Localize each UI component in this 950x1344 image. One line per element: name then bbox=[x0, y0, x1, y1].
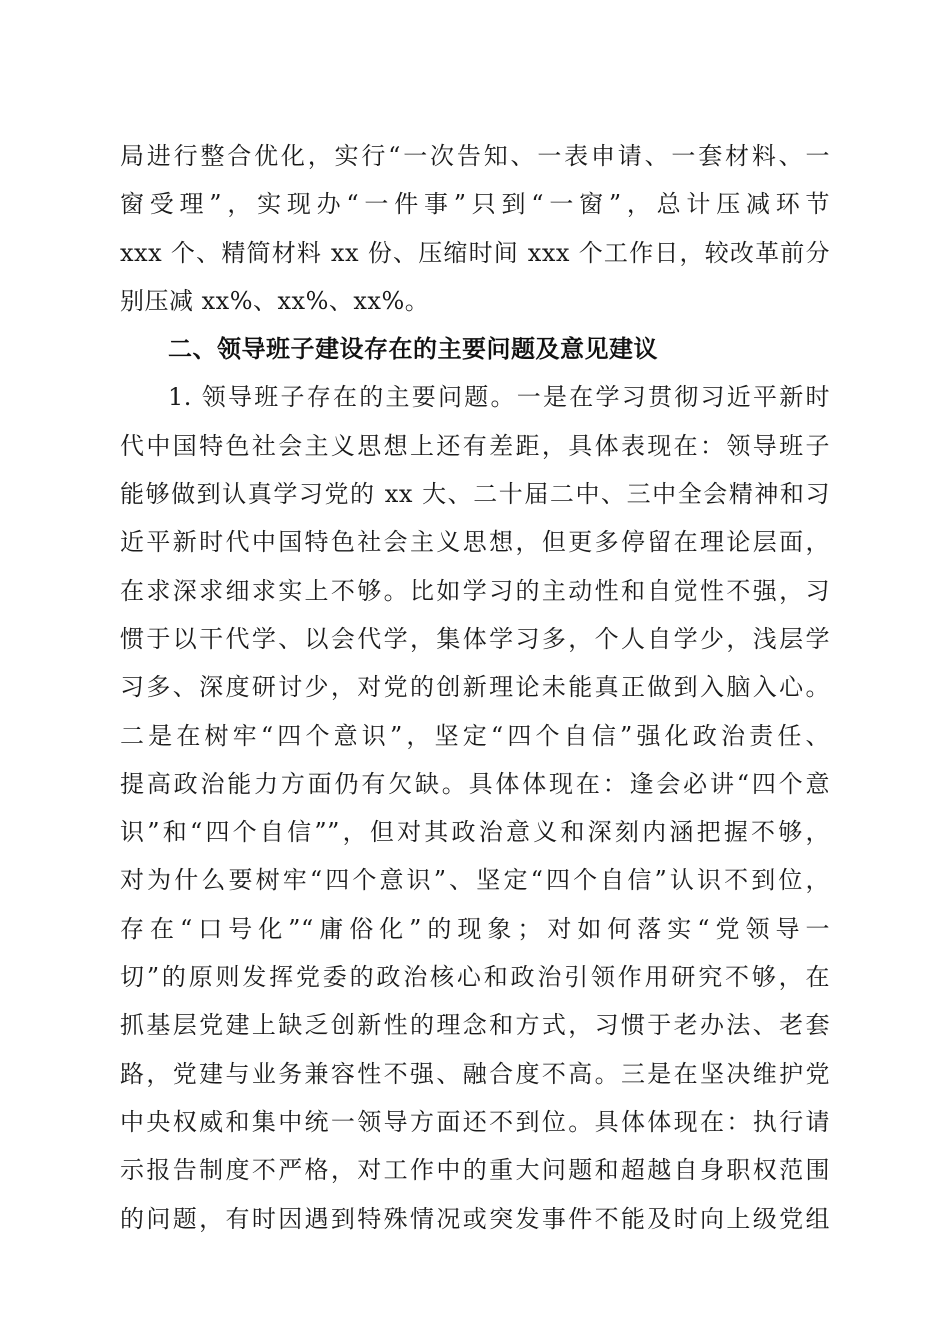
paragraph-2-line-7: 习多、深度研讨少，对党的创新理论未能真正做到入脑入心。 bbox=[120, 673, 830, 702]
paragraph-2-line-8: 二是在树牢“四个意识”，坚定“四个自信”强化政治责任、 bbox=[120, 721, 830, 750]
paragraph-2-line-5: 在求深求细求实上不够。比如学习的主动性和自觉性不强，习 bbox=[120, 576, 830, 605]
paragraph-2-line-14: 抓基层党建上缺乏创新性的理念和方式，习惯于老办法、老套 bbox=[120, 1011, 830, 1040]
paragraph-2-line-1: 1. 领导班子存在的主要问题。一是在学习贯彻习近平新时 bbox=[168, 383, 830, 412]
paragraph-2-line-3: 能够做到认真学习党的 xx 大、二十届二中、三中全会精神和习 bbox=[120, 480, 830, 509]
paragraph-2-line-13: 切”的原则发挥党委的政治核心和政治引领作用研究不够，在 bbox=[120, 963, 830, 992]
paragraph-2-line-15: 路，党建与业务兼容性不强、融合度不高。三是在坚决维护党 bbox=[120, 1059, 830, 1088]
paragraph-2-line-6: 惯于以干代学、以会代学，集体学习多，个人自学少，浅层学 bbox=[120, 624, 830, 653]
document-body bbox=[120, 132, 830, 1243]
paragraph-1-line-2: 窗受理”，实现办“一件事”只到“一窗”，总计压减环节 bbox=[120, 190, 830, 219]
paragraph-2-line-12: 存在“口号化”“庸俗化”的现象；对如何落实“党领导一 bbox=[120, 914, 830, 943]
paragraph-1-line-1: 局进行整合优化，实行“一次告知、一表申请、一套材料、一 bbox=[120, 142, 830, 170]
paragraph-2-line-18: 的问题，有时因遇到特殊情况或突发事件不能及时向上级党组 bbox=[120, 1204, 830, 1233]
paragraph-2-line-10: 识”和“四个自信””，但对其政治意义和深刻内涵把握不够， bbox=[120, 818, 830, 847]
paragraph-2-line-17: 示报告制度不严格，对工作中的重大问题和超越自身职权范围 bbox=[120, 1156, 830, 1185]
section-heading: 二、领导班子建设存在的主要问题及意见建议 bbox=[168, 335, 658, 364]
paragraph-2-line-16: 中央权威和集中统一领导方面还不到位。具体体现在：执行请 bbox=[120, 1107, 830, 1136]
paragraph-2-line-9: 提高政治能力方面仍有欠缺。具体体现在：逢会必讲“四个意 bbox=[120, 769, 830, 798]
paragraph-2-line-4: 近平新时代中国特色社会主义思想，但更多停留在理论层面， bbox=[120, 528, 830, 557]
paragraph-2-line-11: 对为什么要树牢“四个意识”、坚定“四个自信”认识不到位， bbox=[120, 866, 830, 895]
paragraph-2-line-2: 代中国特色社会主义思想上还有差距，具体表现在：领导班子 bbox=[120, 431, 830, 460]
paragraph-1-line-3: xxx 个、精简材料 xx 份、压缩时间 xxx 个工作日，较改革前分 bbox=[120, 238, 830, 267]
paragraph-1-line-4: 别压减 xx%、xx%、xx%。 bbox=[120, 286, 430, 315]
